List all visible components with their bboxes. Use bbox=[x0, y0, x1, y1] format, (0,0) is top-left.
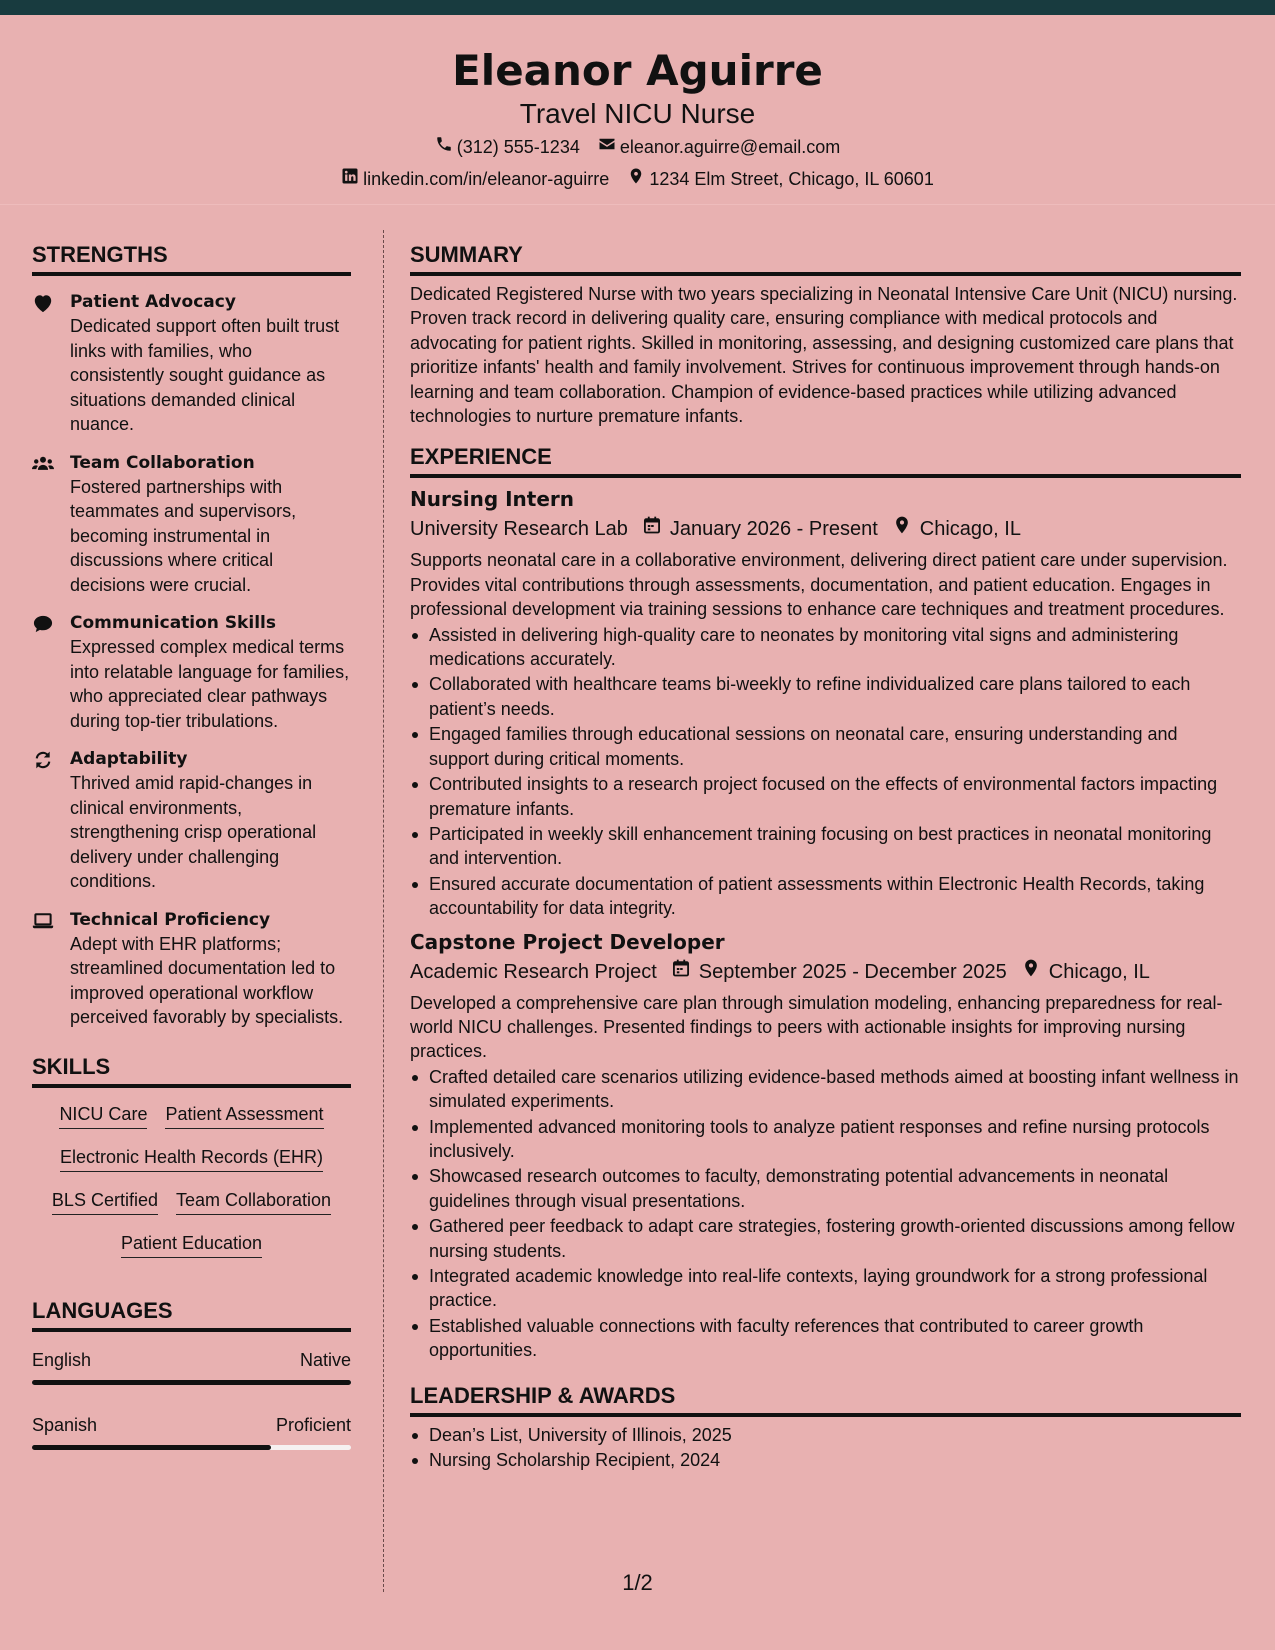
job-location: Chicago, IL bbox=[1048, 960, 1150, 983]
experience-heading: EXPERIENCE bbox=[410, 442, 1241, 478]
left-column bbox=[32, 240, 351, 1478]
language-name: Spanish bbox=[32, 1414, 98, 1435]
job-bullets bbox=[410, 1065, 1241, 1363]
list-item: Collaborated with healthcare teams bi-weekly to refine individualized care plans tailored to each patient’s needs. bbox=[410, 672, 1241, 721]
skill-tag: NICU Care bbox=[59, 1102, 147, 1129]
right-column bbox=[410, 240, 1241, 1472]
strength-item bbox=[32, 451, 351, 598]
skill-tag: Team Collaboration bbox=[176, 1188, 331, 1215]
skill-tag: BLS Certified bbox=[52, 1188, 158, 1215]
job-title: Nursing Intern bbox=[410, 487, 575, 512]
language-item bbox=[32, 1413, 351, 1437]
list-item: Assisted in delivering high-quality care to neonates by monitoring vital signs and administering medications accurately. bbox=[410, 623, 1241, 672]
awards-list bbox=[410, 1423, 1241, 1473]
calendar-icon bbox=[665, 957, 691, 987]
language-level: Proficient bbox=[275, 1414, 351, 1435]
address-contact bbox=[627, 167, 934, 191]
calendar-icon bbox=[636, 514, 662, 544]
email-text: eleanor.aguirre@email.com bbox=[619, 137, 841, 157]
sync-icon bbox=[32, 747, 70, 894]
map-pin-icon bbox=[1015, 957, 1041, 987]
list-item: Showcased research outcomes to faculty, demonstrating potential advancements in neonatal guidelines through visual presentations. bbox=[410, 1164, 1241, 1213]
linkedin-contact[interactable] bbox=[341, 167, 609, 191]
job-meta bbox=[410, 514, 1241, 544]
list-item: Established valuable connections with faculty references that contributed to career growth opportunities. bbox=[410, 1314, 1241, 1363]
phone-icon bbox=[435, 135, 453, 159]
strength-desc: Dedicated support often built trust links with families, who consistently sought guidance as situations demanded clinical nuance. bbox=[70, 316, 340, 434]
candidate-name: Eleanor Aguirre bbox=[452, 46, 823, 95]
language-proficiency-bar bbox=[32, 1445, 351, 1450]
list-item: Participated in weekly skill enhancement training focusing on best practices in neonatal monitoring and intervention. bbox=[410, 822, 1241, 871]
list-item: Dean’s List, University of Illinois, 2025 bbox=[410, 1423, 1241, 1447]
job-org: Academic Research Project bbox=[410, 960, 657, 983]
language-level: Native bbox=[299, 1349, 351, 1370]
users-icon bbox=[32, 451, 70, 598]
job-dates: September 2025 - December 2025 bbox=[698, 960, 1007, 983]
job-meta bbox=[410, 957, 1241, 987]
skill-tag: Patient Assessment bbox=[165, 1102, 323, 1129]
strength-item bbox=[32, 611, 351, 733]
strength-title: Patient Advocacy bbox=[70, 292, 236, 312]
list-item: Nursing Scholarship Recipient, 2024 bbox=[410, 1448, 1241, 1472]
job-entry bbox=[410, 484, 1241, 920]
job-description: Supports neonatal care in a collaborative environment, delivering direct patient care under supervision. Provides vital contributions through assessments, documentation, and patient education. Engages in professional development via training sessions to enhance care techniques and treatment procedures. bbox=[410, 550, 1228, 620]
skill-tag: Patient Education bbox=[121, 1231, 262, 1258]
skills-heading: SKILLS bbox=[32, 1052, 351, 1088]
language-name: English bbox=[32, 1349, 92, 1370]
list-item: Implemented advanced monitoring tools to analyze patient responses and refine nursing protocols inclusively. bbox=[410, 1115, 1241, 1164]
languages-heading: LANGUAGES bbox=[32, 1296, 351, 1332]
email-contact[interactable] bbox=[598, 135, 840, 159]
strength-title: Communication Skills bbox=[70, 613, 276, 633]
resume-header bbox=[0, 15, 1275, 205]
list-item: Crafted detailed care scenarios utilizing evidence-based methods aimed at boosting infant wellness in simulated experiments. bbox=[410, 1065, 1241, 1114]
heart-icon bbox=[32, 290, 70, 437]
list-item: Engaged families through educational sessions on neonatal care, ensuring understanding and support during critical moments. bbox=[410, 722, 1241, 771]
strength-title: Technical Proficiency bbox=[70, 909, 271, 930]
strength-item bbox=[32, 747, 351, 894]
skills-list bbox=[32, 1102, 351, 1258]
top-accent-bar bbox=[0, 0, 1275, 15]
phone-contact[interactable] bbox=[435, 135, 580, 159]
linkedin-text: linkedin.com/in/eleanor-aguirre bbox=[363, 169, 610, 189]
list-item: Contributed insights to a research project focused on the effects of environmental factors impacting premature infants. bbox=[410, 772, 1241, 821]
map-pin-icon bbox=[627, 167, 645, 191]
strength-item bbox=[32, 290, 351, 437]
contact-row-2 bbox=[0, 167, 1275, 191]
strength-title: Adaptability bbox=[70, 749, 188, 769]
strength-desc: Fostered partnerships with teammates and supervisors, becoming instrumental in discussions where critical decisions were crucial. bbox=[70, 476, 297, 595]
summary-text: Dedicated Registered Nurse with two years specializing in Neonatal Intensive Care Unit (NICU) nursing. Proven track record in delivering quality care, ensuring compliance with medical protocols and advocating for patient rights. Skilled in monitoring, assessing, and designing customized care plans that prioritize infants' health and family involvement. Strives for continuous improvement through hands-on learning and team collaboration. Champion of evidence-based practices while utilizing advanced technologies to nurture premature infants. bbox=[410, 284, 1238, 427]
list-item: Gathered peer feedback to adapt care strategies, fostering growth-oriented discussions among fellow nursing students. bbox=[410, 1214, 1241, 1263]
job-org: University Research Lab bbox=[410, 518, 628, 541]
strength-item bbox=[32, 908, 351, 1030]
strength-desc: Expressed complex medical terms into relatable language for families, who appreciated clear pathways during top-tier tribulations. bbox=[70, 637, 350, 731]
candidate-title: Travel NICU Nurse bbox=[519, 98, 756, 129]
language-item bbox=[32, 1348, 351, 1372]
strengths-heading: STRENGTHS bbox=[32, 240, 351, 276]
job-entry bbox=[410, 927, 1241, 1363]
skill-tag: Electronic Health Records (EHR) bbox=[60, 1145, 323, 1172]
languages-list bbox=[32, 1348, 351, 1450]
linkedin-icon bbox=[341, 167, 359, 191]
page-number: 1/2 bbox=[622, 1570, 653, 1595]
map-pin-icon bbox=[886, 514, 912, 544]
column-divider bbox=[383, 230, 384, 1592]
phone-text: (312) 555-1234 bbox=[456, 137, 580, 157]
language-proficiency-fill bbox=[32, 1380, 351, 1385]
job-location: Chicago, IL bbox=[919, 518, 1021, 541]
list-item: Ensured accurate documentation of patient assessments within Electronic Health Records, taking accountability for data integrity. bbox=[410, 872, 1241, 921]
job-bullets bbox=[410, 623, 1241, 921]
language-proficiency-bar bbox=[32, 1380, 351, 1385]
list-item: Integrated academic knowledge into real-life contexts, laying groundwork for a strong professional practice. bbox=[410, 1264, 1241, 1313]
job-dates: January 2026 - Present bbox=[669, 518, 878, 541]
language-proficiency-fill bbox=[32, 1445, 271, 1450]
address-text: 1234 Elm Street, Chicago, IL 60601 bbox=[649, 169, 934, 189]
comment-icon bbox=[32, 611, 70, 733]
envelope-icon bbox=[598, 135, 616, 159]
summary-heading: SUMMARY bbox=[410, 240, 1241, 276]
strength-desc: Thrived amid rapid-changes in clinical environments, strengthening crisp operational delivery under challenging conditions. bbox=[70, 773, 317, 891]
awards-heading: LEADERSHIP & AWARDS bbox=[410, 1381, 1241, 1417]
contact-row bbox=[0, 135, 1275, 159]
strength-title: Team Collaboration bbox=[70, 452, 255, 473]
strength-desc: Adept with EHR platforms; streamlined documentation led to improved operational workflow perceived favorably by specialists. bbox=[70, 933, 344, 1027]
laptop-icon bbox=[32, 908, 70, 1030]
job-title: Capstone Project Developer bbox=[410, 929, 725, 954]
job-description: Developed a comprehensive care plan through simulation modeling, enhancing preparedness for real-world NICU challenges. Presented findings to peers with actionable insights for improving nursing practices. bbox=[410, 992, 1223, 1062]
